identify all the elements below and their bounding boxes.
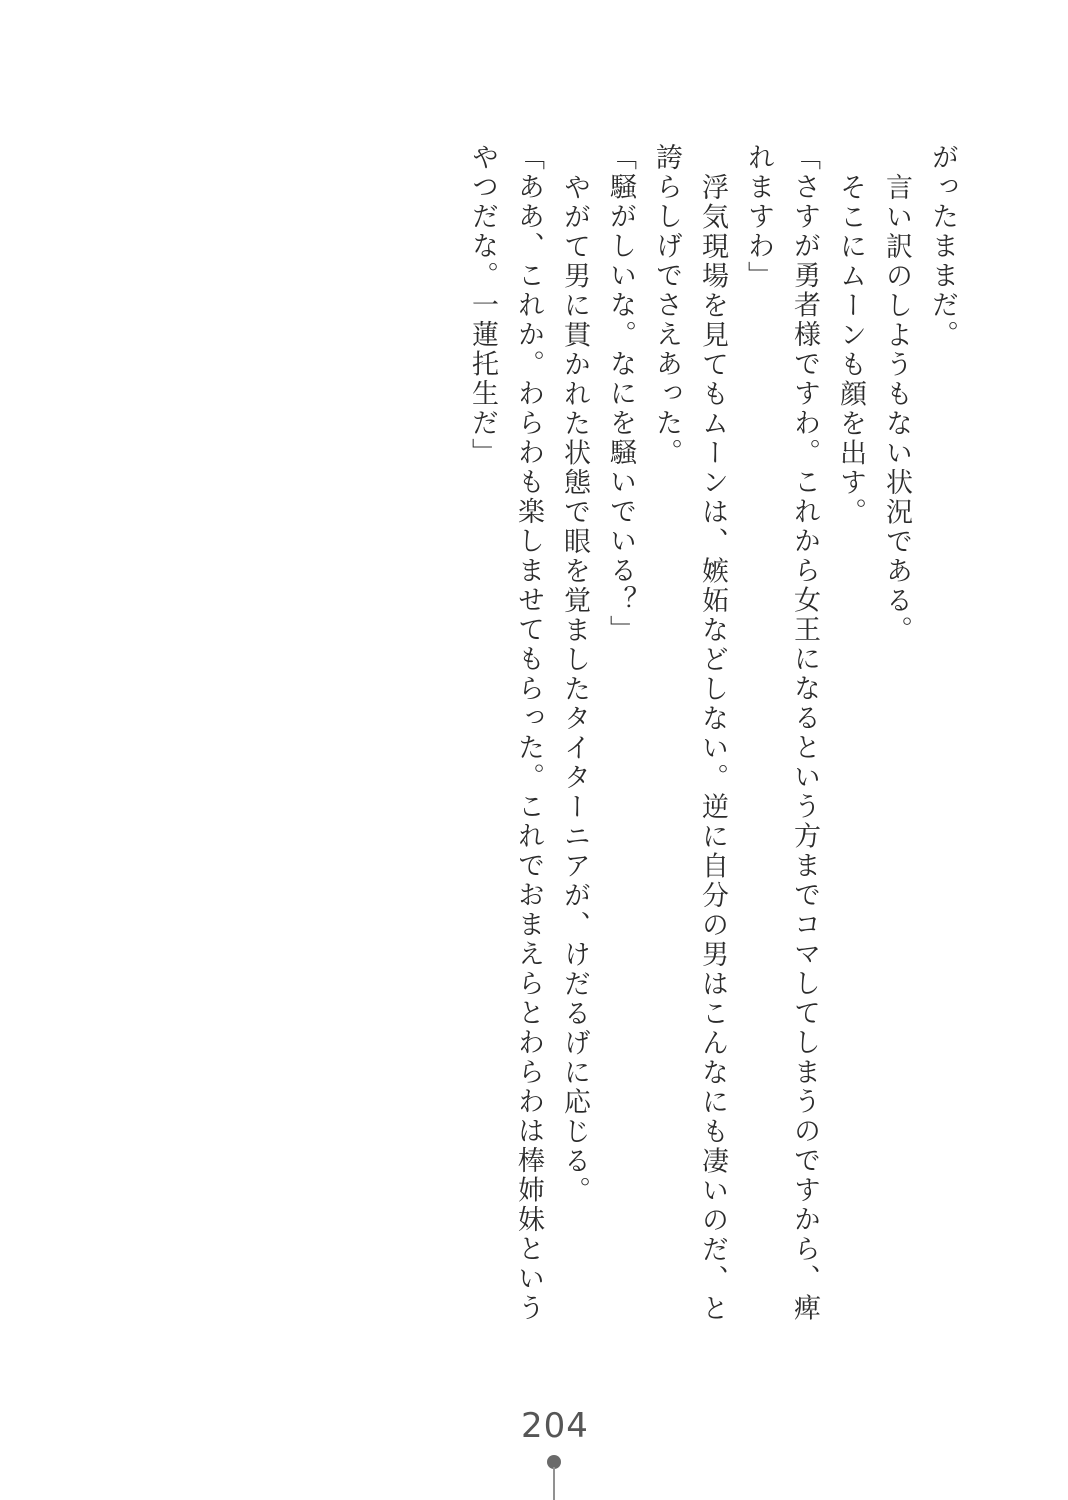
footer-stem-line [553,1467,555,1500]
text-line: 「ああ、これか。わらわも楽しませてもらった。これでおまえらとわらわは棒姉妹という [514,143,544,1323]
vertical-text-block [460,143,966,1353]
text-line: そこにムーンも顔を出す。 [836,173,866,527]
text-line: 浮気現場を見てもムーンは、嫉妬などしない。逆に自分の男はこんなにも凄いのだ、と [698,173,728,1324]
text-line: 誇らしげでさえあった。 [652,143,682,468]
text-line: 「さすが勇者様ですわ。これから女王になるという方までコマしてしまうのですから、痺 [790,143,820,1323]
text-line: 「騒がしいな。なにを騒いでいる？」 [606,143,636,645]
text-line: がったままだ。 [928,143,958,350]
text-line: やがて男に貫かれた状態で眼を覚ましたタイターニアが、けだるげに応じる。 [560,173,590,1206]
page-number: 204 [521,1406,589,1446]
text-line: れますわ」 [744,143,774,291]
text-line: 言い訳のしようもない状況である。 [882,173,912,645]
text-line: やつだな。一蓮托生だ」 [468,143,498,468]
